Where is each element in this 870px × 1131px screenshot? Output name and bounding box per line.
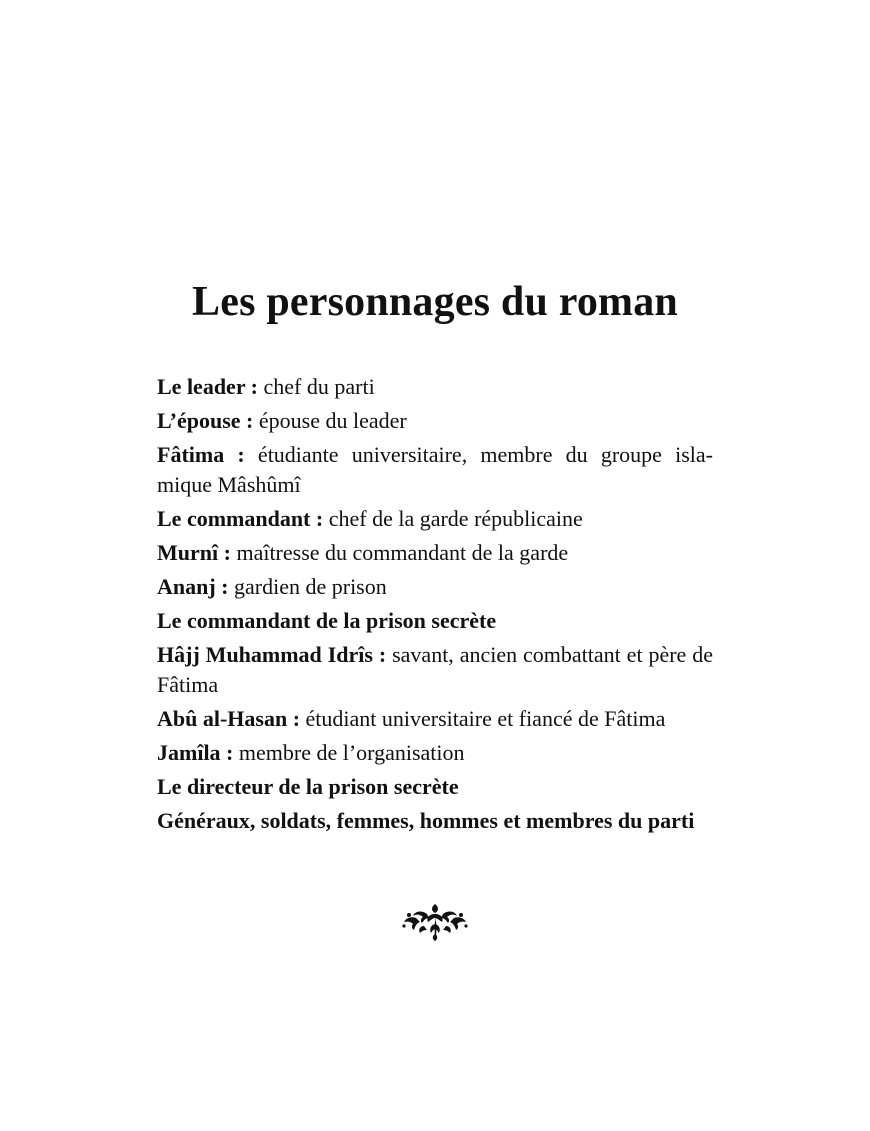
list-item — [157, 606, 713, 636]
list-item — [157, 504, 713, 534]
list-item — [157, 738, 713, 768]
character-description: étudiant universitaire et fiancé de Fâtima — [300, 706, 666, 731]
character-name: Fâtima : — [157, 442, 245, 467]
list-item — [157, 538, 713, 568]
character-list — [157, 372, 713, 840]
character-name: Généraux, soldats, femmes, hommes et membres du parti — [157, 808, 695, 833]
list-item — [157, 772, 713, 802]
character-name: Ananj : — [157, 574, 229, 599]
character-name: Le leader : — [157, 374, 259, 399]
list-item — [157, 406, 713, 436]
character-name: L’épouse : — [157, 408, 254, 433]
list-item — [157, 704, 713, 734]
list-item — [157, 806, 713, 836]
character-name: Abû al-Hasan : — [157, 706, 301, 731]
character-name: Hâjj Muhammad Idrîs : — [157, 642, 387, 667]
list-item — [157, 640, 713, 700]
character-description: gardien de prison — [228, 574, 387, 599]
character-name: Murnî : — [157, 540, 231, 565]
character-name: Le commandant : — [157, 506, 324, 531]
character-name: Le commandant de la prison secrète — [157, 608, 497, 633]
list-item — [157, 572, 713, 602]
list-item — [157, 440, 713, 500]
character-description: chef de la garde républicaine — [323, 506, 583, 531]
character-name: Jamîla : — [157, 740, 234, 765]
character-description: épouse du leader — [253, 408, 407, 433]
character-description: membre de l’organisation — [233, 740, 465, 765]
page-title: Les personnages du roman — [192, 279, 678, 325]
character-description: étudiante universitaire, membre du groupe isla-mique Mâshûmî — [157, 442, 714, 497]
character-description: chef du parti — [258, 374, 375, 399]
list-item — [157, 372, 713, 402]
character-description: maîtresse du commandant de la garde — [230, 540, 569, 565]
character-description: savant, ancien combattant et père de Fâtima — [157, 642, 713, 697]
floral-ornament-icon — [400, 902, 470, 942]
character-name: Le directeur de la prison secrète — [157, 774, 459, 799]
